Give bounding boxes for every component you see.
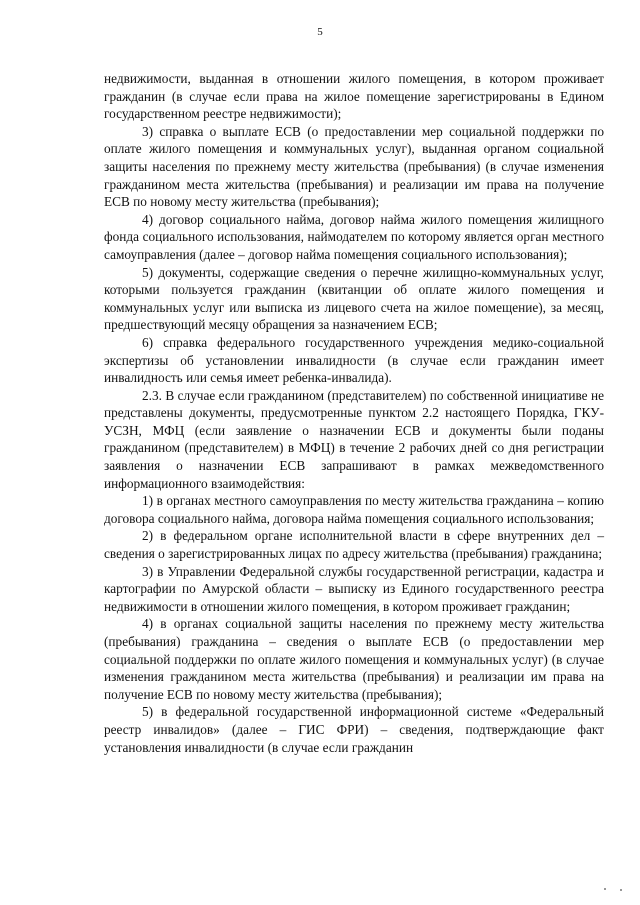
paragraph-request-4: 4) в органах социальной защиты населения по прежнему месту жительства (пребывания) гражданина – сведения о выплате ЕСВ (о предоставлении мер социальной поддержки по оплате жилого помещения и коммунальных услуг) (в случае изменения гражданином места жительства (пребывания) и реализации им права на получение ЕСВ по новому месту жительства (пребывания); bbox=[104, 616, 604, 702]
paragraph-request-1: 1) в органах местного самоуправления по месту жительства гражданина – копию договора социального найма, договора найма помещения социального использования; bbox=[104, 493, 604, 526]
paragraph-item-5: 5) документы, содержащие сведения о перечне жилищно-коммунальных услуг, которыми пользуется гражданин (квитанции об оплате жилого помещения и коммунальных услуг или выписка из лицевого счета на жилое помещение), за месяц, предшествующий месяцу обращения за назначением ЕСВ; bbox=[104, 264, 604, 333]
paragraph-item-4: 4) договор социального найма, договор найма жилого помещения жилищного фонда социального использования, наймодателем по которому является орган местного самоуправления (далее – договор найма помещения социального использования); bbox=[104, 211, 604, 262]
paragraph-item-3: 3) справка о выплате ЕСВ (о предоставлении мер социальной поддержки по оплате жилого помещения и коммунальных услуг), выданная органом социальной защиты населения по прежнему месту жительства (пребывания) (в случае изменения гражданином места жительства (пребывания) и реализации им права на получение ЕСВ по новому месту жительства (пребывания); bbox=[104, 123, 604, 210]
page-number: 5 bbox=[317, 26, 323, 38]
paragraph-continuation: недвижимости, выданная в отношении жилого помещения, в котором проживает гражданин (в случае если права на жилое помещение зарегистрированы в Едином государственном реестре недвижимости); bbox=[104, 71, 604, 122]
paragraph-item-6: 6) справка федерального государственного учреждения медико-социальной экспертизы об установлении инвалидности (в случае если гражданин имеет инвалидность или семья имеет ребенка-инвалида). bbox=[104, 334, 604, 386]
paragraph-request-3: 3) в Управлении Федеральной службы государственной регистрации, кадастра и картографии по Амурской области – выписку из Единого государственного реестра недвижимости в отношении жилого помещения, в котором проживает гражданин; bbox=[104, 563, 604, 614]
paragraph-request-2: 2) в федеральном органе исполнительной власти в сфере внутренних дел – сведения о зарегистрированных лицах по адресу жительства (пребывания) гражданина; bbox=[104, 528, 604, 562]
document-body bbox=[104, 70, 604, 756]
paragraph-request-5: 5) в федеральной государственной информационной системе «Федеральный реестр инвалидов» (далее – ГИС ФРИ) – сведения, подтверждающие факт установления инвалидности (в случае если гражданин bbox=[104, 704, 604, 755]
scan-speck bbox=[604, 888, 606, 890]
scan-speck bbox=[620, 889, 622, 891]
paragraph-section-2-3: 2.3. В случае если гражданином (представителем) по собственной инициативе не представлены документы, предусмотренные пунктом 2.2 настоящего Порядка, ГКУ-УСЗН, МФЦ (если заявление о назначении ЕСВ и документы были поданы гражданином (представителем) в МФЦ) в течение 2 рабочих дней со дня регистрации заявления о назначении ЕСВ запрашивают в рамках межведомственного информационного взаимодействия: bbox=[104, 387, 604, 491]
